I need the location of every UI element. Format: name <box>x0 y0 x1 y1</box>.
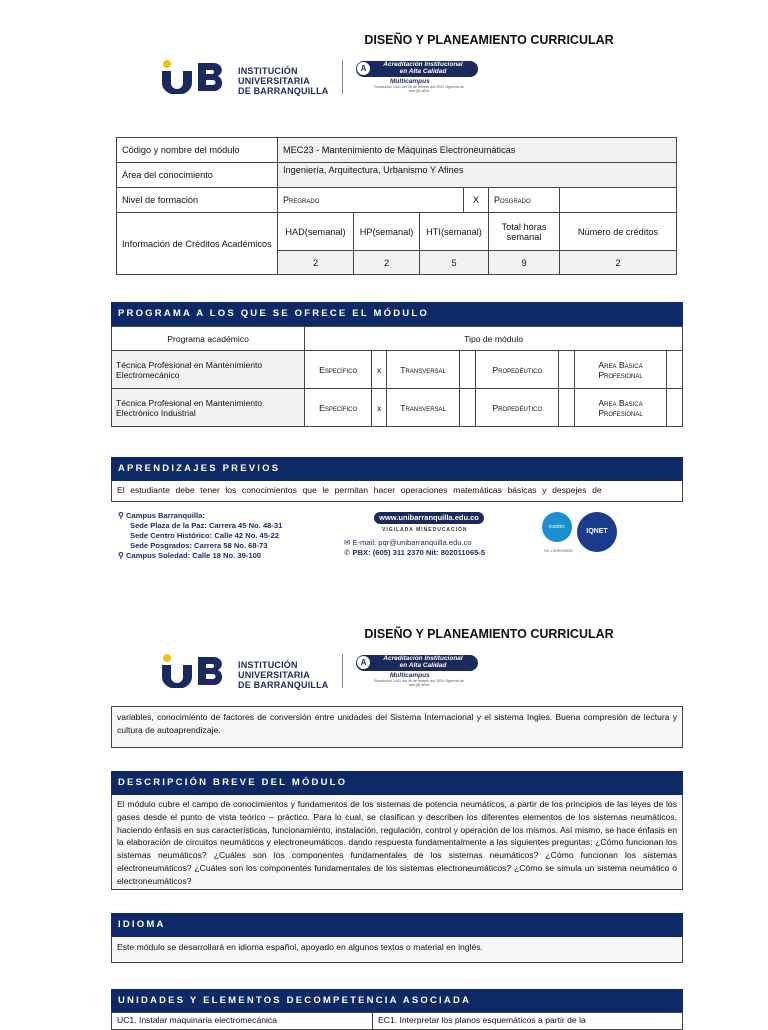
accreditation-seal-icon: A <box>357 62 370 75</box>
location-pin-icon: ⚲ <box>118 511 124 520</box>
descripcion-text: El módulo cubre el campo de conocimientos y fundamentos de los sistemas de potencia neumáticos, a partir de los principios de las leyes de los gases desde el punto de vista teórico – práctico. Para lo cual, se clasifican y describen los diferentes elementos de los sistemas neumáticos, haciendo énfasis en sus características, funcionamiento, instalación, regulación, control y operación de los mismos. Así mismo, se hace énfasis en la elaboración de circuitos neumáticos y electroneumáticos. dando respuesta fundamentalmente a las siguientes preguntas: ¿Cómo funcionan los sistemas neumáticos? ¿Cuáles son los componentes fundamentales de los sistemas neumáticos? ¿Cómo funcionan los sistemas electroneumáticos? ¿Cuáles son los componentes fundamentales de los sistemas electroneumáticos? ¿Cómo se simula un sistema neumático o electroneumáticos? <box>111 795 683 890</box>
especifico-label: Específico <box>305 389 372 427</box>
hp-header: HP(semanal) <box>354 213 420 251</box>
area-basica-label: Area Basica Profesional <box>575 351 666 389</box>
descripcion-section <box>111 771 683 890</box>
email-icon: ✉ <box>344 538 351 547</box>
table-row <box>112 389 683 427</box>
propedeutico-label: Propedéutico <box>476 351 559 389</box>
ec1-cell: EC1. Interpretar los planos esquemáticos a partir de la <box>373 1013 683 1030</box>
transversal-label: Transversal <box>387 389 460 427</box>
unidades-section <box>111 989 683 1013</box>
aprendizajes-header: APRENDIZAJES PREVIOS <box>111 457 683 481</box>
transversal-mark <box>460 351 476 389</box>
pregrado-option: Pregrado <box>278 188 464 213</box>
unidades-header: UNIDADES Y ELEMENTOS DECOMPETENCIA ASOCIADA <box>111 989 683 1013</box>
page-title: DISEÑO Y PLANEAMIENTO CURRICULAR <box>364 33 614 47</box>
propedeutico-label: Propedéutico <box>476 389 559 427</box>
aprendizajes-section <box>111 457 683 502</box>
nivel-label: Nivel de formación <box>117 188 278 213</box>
iqnet-badge-icon: IQNET <box>577 512 617 552</box>
ub-logo-icon <box>160 60 232 94</box>
area-label: Área del conocimiento <box>117 163 278 188</box>
aprendizajes-text-part2: variables, conocimiento de factores de conversión entre unidades del Sistema Internacional y el sistema Ingles. Buena compresión de lectura y cultura de autoaprendizaje. <box>111 706 683 748</box>
programa-table <box>111 326 683 427</box>
logo-divider <box>342 60 343 94</box>
icontec-badge-icon: icontec <box>542 512 572 542</box>
accreditation-seal-icon: A <box>357 656 370 669</box>
multicampus-label: Multicampus <box>390 78 430 85</box>
creditos-label: Información de Créditos Académicos <box>117 213 278 275</box>
area-basica-mark <box>666 351 682 389</box>
idioma-text: Este módulo se desarrollará en idioma español, apoyado en algunos textos o material en inglés. <box>111 937 683 963</box>
uc1-cell: UC1. Instalar maquinaria electromecánica <box>112 1013 373 1030</box>
vigilada-label: VIGILADA MINEDUCACIÓN <box>382 527 468 533</box>
multicampus-label: Multicampus <box>390 672 430 679</box>
col-tipo-header: Tipo de módulo <box>305 327 683 351</box>
posgrado-check: X <box>464 188 489 213</box>
university-logo <box>160 60 490 100</box>
area-value: Ingeniería, Arquitectura, Urbanismo Y Afines <box>278 163 677 188</box>
especifico-mark: x <box>372 351 387 389</box>
resolution-text: Resolución 1441 del 08 de febrero del 2024 Vigencia de seis (6) años <box>374 85 464 93</box>
transversal-mark <box>460 389 476 427</box>
resolution-text: Resolución 1441 del 08 de febrero del 2024 Vigencia de seis (6) años <box>374 679 464 687</box>
university-logo <box>160 654 490 694</box>
codigo-label: Código y nombre del módulo <box>117 138 278 163</box>
hti-header: HTI(semanal) <box>420 213 489 251</box>
footer-addresses: ⚲ Campus Barranquilla: Sede Plaza de la Paz: Carrera 45 No. 48-31 Sede Centro Histórico: Calle 42 No. 45-22 Sede Posgrados: Carrera 58 No. 68-73 ⚲ Campus Soledad: Calle 18 No. 39-100 <box>118 511 283 560</box>
footer-contact: ✉ E-mail: pqr@unibarranquilla.edu.co ✆ PBX: (605) 311 2370 Nit: 802011065-5 <box>344 538 486 557</box>
location-pin-icon: ⚲ <box>118 551 124 560</box>
logo-divider <box>342 654 343 688</box>
institution-name: INSTITUCIÓN UNIVERSITARIA DE BARRANQUILLA <box>238 660 329 690</box>
programa-header: PROGRAMA A LOS QUE SE OFRECE EL MÓDULO <box>111 302 683 326</box>
total-horas-header: Total horas semanal <box>489 213 560 251</box>
institution-name: INSTITUCIÓN UNIVERSITARIA DE BARRANQUILLA <box>238 66 329 96</box>
codigo-value: MEC23 - Mantenimiento de Máquinas Electroneumáticas <box>278 138 677 163</box>
page-footer <box>120 508 640 568</box>
idioma-header: IDIOMA <box>111 913 683 937</box>
certificate-code: SC-CER000000 <box>544 548 573 553</box>
total-horas-value: 9 <box>489 251 560 275</box>
accreditation-badge: A Acreditación Institucional en Alta Calidad <box>356 61 478 77</box>
propedeutico-mark <box>559 351 575 389</box>
had-header: HAD(semanal) <box>278 213 354 251</box>
creditos-header: Número de créditos <box>560 213 677 251</box>
module-info-table <box>116 137 677 275</box>
posgrado-option: Posgrado <box>489 188 560 213</box>
had-value: 2 <box>278 251 354 275</box>
especifico-mark: x <box>372 389 387 427</box>
hti-value: 5 <box>420 251 489 275</box>
col-programa-header: Programa académico <box>112 327 305 351</box>
especifico-label: Específico <box>305 351 372 389</box>
creditos-value: 2 <box>560 251 677 275</box>
transversal-label: Transversal <box>387 351 460 389</box>
nivel-empty-cell <box>560 188 677 213</box>
descripcion-header: DESCRIPCIÓN BREVE DEL MÓDULO <box>111 771 683 795</box>
area-basica-label: Area Basica Profesional <box>575 389 666 427</box>
hp-value: 2 <box>354 251 420 275</box>
accreditation-badge: A Acreditación Institucional en Alta Calidad <box>356 655 478 671</box>
area-basica-mark <box>666 389 682 427</box>
programa-name: Técnica Profesional en Mantenimiento Electromecánico <box>112 351 305 389</box>
idioma-section <box>111 913 683 963</box>
ub-logo-icon <box>160 654 232 688</box>
website-link[interactable]: www.unibarranquilla.edu.co <box>374 512 484 524</box>
page-title: DISEÑO Y PLANEAMIENTO CURRICULAR <box>364 627 614 641</box>
aprendizajes-text-part1: El estudiante debe tener los conocimientos que le permitan hacer operaciones matemáticas básicas y despejes de <box>111 481 683 502</box>
propedeutico-mark <box>559 389 575 427</box>
table-row <box>112 351 683 389</box>
aprendizajes-continuation <box>111 706 683 748</box>
programa-name: Técnica Profesional en Mantenimiento Electrónico Industrial <box>112 389 305 427</box>
phone-icon: ✆ <box>344 548 351 557</box>
unidades-table <box>111 1012 683 1030</box>
programa-section <box>111 302 683 427</box>
